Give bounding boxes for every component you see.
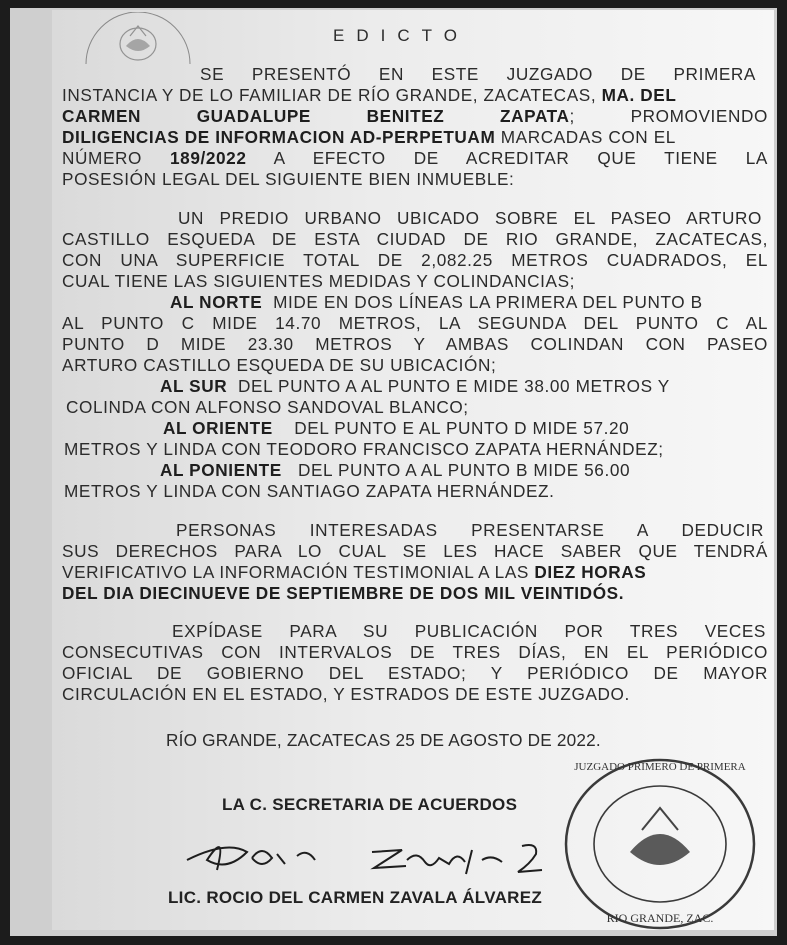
court-stamp-seal bbox=[560, 752, 760, 932]
poniente-label: AL PONIENTE bbox=[160, 460, 282, 480]
paragraph3-line-3: VERIFICATIVO LA INFORMACIÓN TESTIMONIAL A LAS DIEZ HORAS bbox=[62, 562, 647, 582]
signatory-title: LA C. SECRETARIA DE ACUERDOS bbox=[222, 795, 518, 814]
document-title: EDICTO bbox=[333, 26, 469, 45]
sur-line-1: AL SUR DEL PUNTO A AL PUNTO E MIDE 38.00 METROS Y bbox=[160, 376, 670, 396]
paragraph1-line-5: NÚMERO 189/2022 A EFECTO DE ACREDITAR QUE TIENE LA bbox=[62, 148, 768, 168]
oriente-line-2: METROS Y LINDA CON TEODORO FRANCISCO ZAPATA HERNÁNDEZ; bbox=[64, 439, 664, 459]
paragraph4-line-4: CIRCULACIÓN EN EL ESTADO, Y ESTRADOS DE ESTE JUZGADO. bbox=[62, 684, 630, 704]
paragraph2-line-3: CON UNA SUPERFICIE TOTAL DE 2,082.25 METROS CUADRADOS, EL bbox=[62, 250, 768, 270]
paragraph3-line-1: PERSONAS INTERESADAS PRESENTARSE A DEDUCIR bbox=[176, 520, 764, 540]
paragraph1-line-2: INSTANCIA Y DE LO FAMILIAR DE RÍO GRANDE, ZACATECAS, MA. DEL bbox=[62, 85, 677, 105]
paragraph2-line-2: CASTILLO ESQUEDA DE ESTA CIUDAD DE RIO GRANDE, ZACATECAS, bbox=[62, 229, 768, 249]
paragraph1-line-6: POSESIÓN LEGAL DEL SIGUIENTE BIEN INMUEBLE: bbox=[62, 169, 515, 189]
sur-line-2: COLINDA CON ALFONSO SANDOVAL BLANCO; bbox=[66, 397, 469, 417]
oriente-line-1: AL ORIENTE DEL PUNTO E AL PUNTO D MIDE 57.20 bbox=[163, 418, 630, 438]
paragraph4-line-1: EXPÍDASE PARA SU PUBLICACIÓN POR TRES VECES bbox=[172, 621, 766, 641]
place-date: RÍO GRANDE, ZACATECAS 25 DE AGOSTO DE 2022. bbox=[166, 730, 601, 750]
paragraph2-line-1: UN PREDIO URBANO UBICADO SOBRE EL PASEO ARTURO bbox=[178, 208, 762, 228]
norte-line-3: PUNTO D MIDE 23.30 METROS Y AMBAS COLINDAN CON PASEO bbox=[62, 334, 768, 354]
norte-line-1: AL NORTE MIDE EN DOS LÍNEAS LA PRIMERA DEL PUNTO B bbox=[170, 292, 703, 312]
poniente-line-2: METROS Y LINDA CON SANTIAGO ZAPATA HERNÁNDEZ. bbox=[64, 481, 555, 501]
poniente-line-1: AL PONIENTE DEL PUNTO A AL PUNTO B MIDE 56.00 bbox=[160, 460, 631, 480]
paragraph3-line-2: SUS DERECHOS PARA LO CUAL SE LES HACE SABER QUE TENDRÁ bbox=[62, 541, 768, 561]
svg-text:RIO GRANDE, ZAC.: RIO GRANDE, ZAC. bbox=[606, 911, 714, 925]
paragraph1-line-1: SE PRESENTÓ EN ESTE JUZGADO DE PRIMERA bbox=[200, 64, 756, 84]
paragraph3-line-4: DEL DIA DIECINUEVE DE SEPTIEMBRE DE DOS MIL VEINTIDÓS. bbox=[62, 583, 625, 603]
norte-label: AL NORTE bbox=[170, 292, 263, 312]
svg-text:JUZGADO PRIMERO DE PRIMERA: JUZGADO PRIMERO DE PRIMERA bbox=[574, 761, 746, 773]
paragraph2-line-4: CUAL TIENE LAS SIGUIENTES MEDIDAS Y COLINDANCIAS; bbox=[62, 271, 576, 291]
handwritten-signature bbox=[182, 830, 562, 878]
paragraph4-line-3: OFICIAL DE GOBIERNO DEL ESTADO; Y PERIÓDICO DE MAYOR bbox=[62, 663, 768, 683]
oriente-label: AL ORIENTE bbox=[163, 418, 273, 438]
paragraph4-line-2: CONSECUTIVAS CON INTERVALOS DE TRES DÍAS, EN EL PERIÓDICO bbox=[62, 642, 768, 662]
paragraph1-line-4: DILIGENCIAS DE INFORMACION AD-PERPETUAM MARCADAS CON EL bbox=[62, 127, 676, 147]
state-seal-logo bbox=[80, 12, 196, 72]
paragraph1-line-3: CARMEN GUADALUPE BENITEZ ZAPATA; PROMOVIENDO bbox=[62, 106, 768, 126]
norte-line-4: ARTURO CASTILLO ESQUEDA DE SU UBICACIÓN; bbox=[62, 355, 497, 375]
sur-label: AL SUR bbox=[160, 376, 228, 396]
norte-line-2: AL PUNTO C MIDE 14.70 METROS, LA SEGUNDA DEL PUNTO C AL bbox=[62, 313, 768, 333]
signatory-name: LIC. ROCIO DEL CARMEN ZAVALA ÁLVAREZ bbox=[168, 888, 543, 907]
